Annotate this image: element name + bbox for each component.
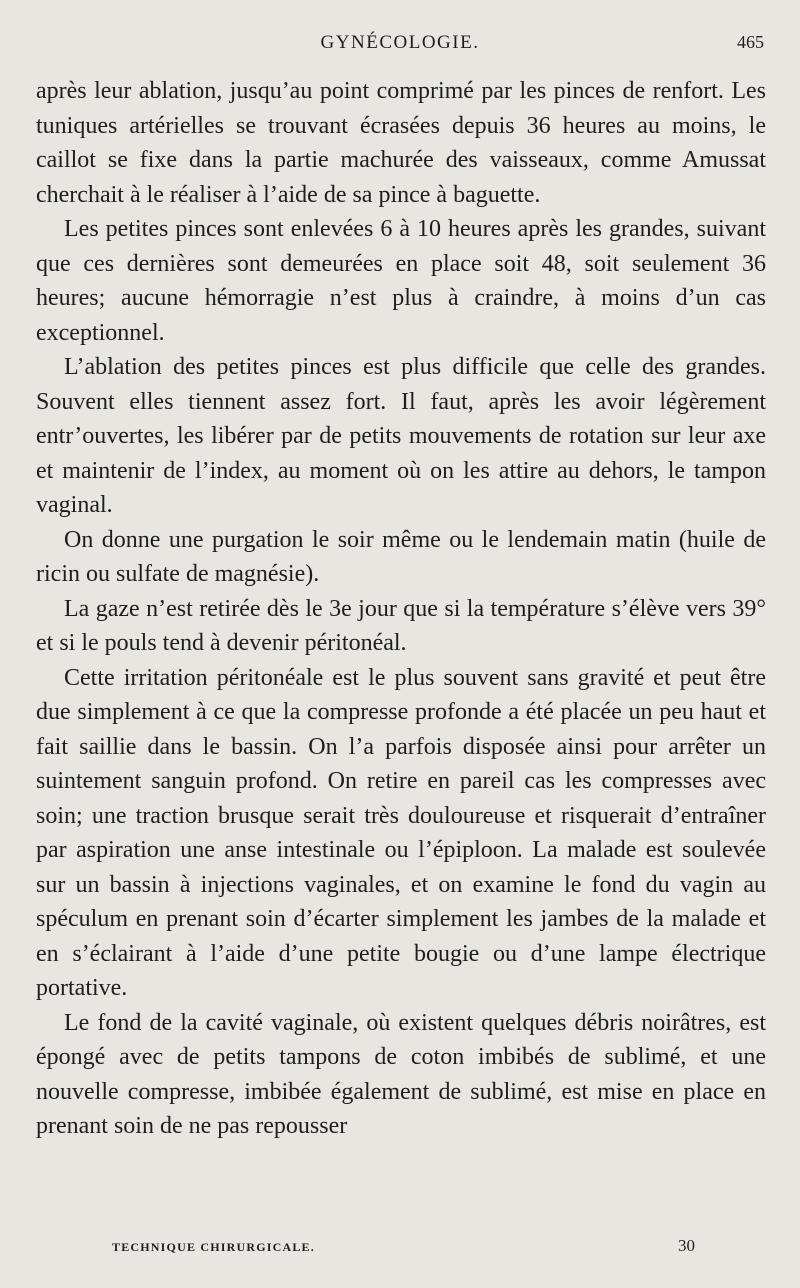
- paragraph: Cette irritation péritonéale est le plus souvent sans gravité et peut être due simplement à ce que la compresse profonde a été placée un peu haut et fait saillie dans le bassin. On l’a parfois disposée ainsi pour arrêter un suintement sanguin profond. On retire en pareil cas les compresses avec soin; une traction brusque serait très douloureuse et risquerait d’entraîner par aspiration une anse intestinale ou l’épiploon. La malade est soulevée sur un bassin à injections vaginales, et on examine le fond du vagin au spéculum en prenant soin d’écarter simplement les jambes de la malade et en s’éclairant à l’aide d’une petite bougie ou d’une lampe électrique portative.: [36, 664, 766, 1001]
- paragraph: La gaze n’est retirée dès le 3e jour que si la température s’élève vers 39° et si le pouls tend à devenir péritonéal.: [36, 595, 766, 656]
- paragraph: Les petites pinces sont enlevées 6 à 10 heures après les grandes, suivant que ces dernières sont demeurées en place soit 48, soit seulement 36 heures; aucune hémorragie n’est plus à craindre, à moins d’un cas exceptionnel.: [36, 216, 766, 346]
- page-number: 465: [737, 32, 764, 52]
- running-title: GYNÉCOLOGIE.: [320, 32, 480, 53]
- page-footer: [0, 1236, 800, 1258]
- paragraph: L’ablation des petites pinces est plus difficile que celle des grandes. Souvent elles tiennent assez fort. Il faut, après les avoir légèrement entr’ouvertes, les libérer par de petits mouvements de rotation sur leur axe et maintenir de l’index, au moment où on les attire au dehors, le tampon vaginal.: [36, 354, 766, 518]
- running-head: [0, 32, 800, 58]
- paragraph: On donne une purgation le soir même ou le lendemain matin (huile de ricin ou sulfate de magnésie).: [36, 526, 766, 587]
- signature-mark: 30: [678, 1236, 695, 1255]
- paragraph: après leur ablation, jusqu’au point comprimé par les pinces de renfort. Les tuniques artérielles se trouvant écrasées depuis 36 heures au moins, le caillot se fixe dans la partie machurée des vaisseaux, comme Amussat cherchait à le réaliser à l’aide de sa pince à baguette.: [36, 78, 766, 208]
- paragraph: Le fond de la cavité vaginale, où existent quelques débris noirâtres, est épongé avec de petits tampons de coton imbibés de sublimé, et une nouvelle compresse, imbibée également de sublimé, est mise en place en prenant soin de ne pas repousser: [36, 1009, 766, 1139]
- body-text: [36, 74, 766, 1144]
- printer-signature: TECHNIQUE CHIRURGICALE.: [112, 1240, 315, 1254]
